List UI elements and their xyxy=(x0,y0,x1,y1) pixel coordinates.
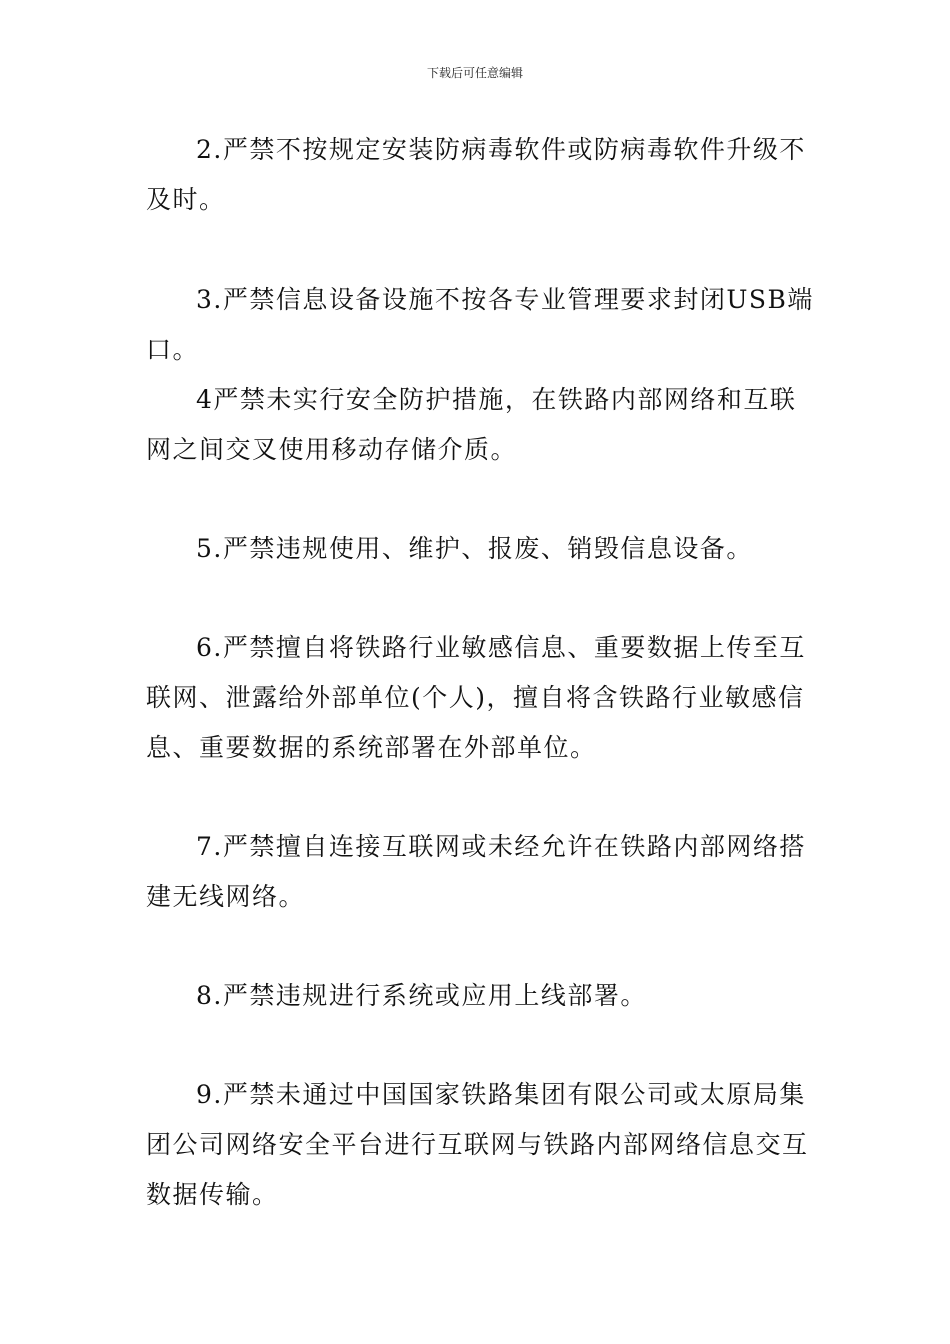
paragraph-item-6: 6.严禁擅自将铁路行业敏感信息、重要数据上传至互联网、泄露给外部单位(个人)，擅自将含铁路行业敏感信息、重要数据的系统部署在外部单位。 xyxy=(146,633,806,762)
paragraph-item-8: 8.严禁违规进行系统或应用上线部署。 xyxy=(196,981,647,1010)
paragraph-item-9: 9.严禁未通过中国国家铁路集团有限公司或太原局集团公司网络安全平台进行互联网与铁路内部网络信息交互数据传输。 xyxy=(146,1080,809,1209)
paragraph-item-3: 3.严禁信息设备设施不按各专业管理要求封闭USB端口。 xyxy=(146,285,814,364)
paragraph-item-2: 2.严禁不按规定安装防病毒软件或防病毒软件升级不及时。 xyxy=(146,135,806,214)
paragraph-item-5: 5.严禁违规使用、维护、报废、销毁信息设备。 xyxy=(196,534,753,563)
paragraph-item-7: 7.严禁擅自连接互联网或未经允许在铁路内部网络搭建无线网络。 xyxy=(146,832,806,911)
page-header: 下载后可任意编辑 xyxy=(426,66,523,80)
paragraph-item-4: 4严禁未实行安全防护措施，在铁路内部网络和互联网之间交叉使用移动存储介质。 xyxy=(146,385,797,464)
